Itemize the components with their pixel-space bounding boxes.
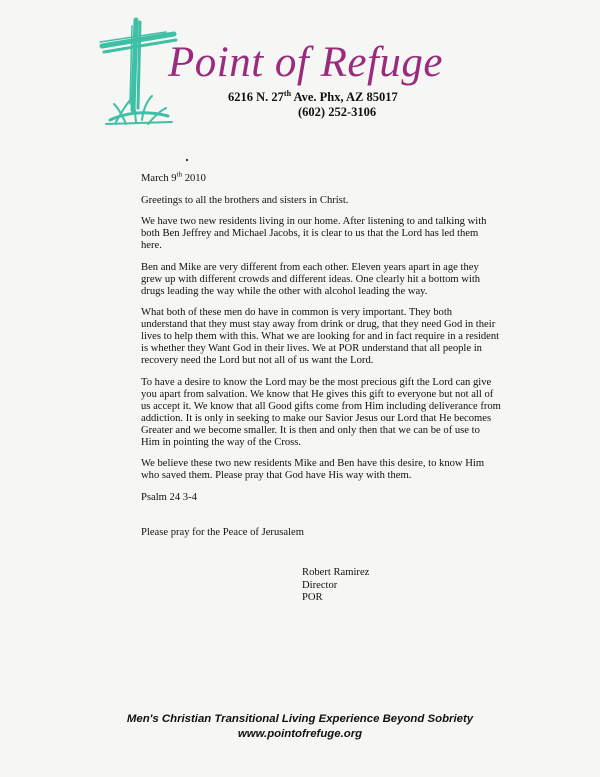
greeting: Greetings to all the brothers and sisters in Christ.	[141, 194, 349, 206]
street-address: 6216 N. 27th Ave. Phx, AZ 85017	[228, 88, 398, 104]
letterhead-address	[228, 90, 398, 120]
footer-website: www.pointofrefuge.org	[237, 728, 363, 740]
signer-title: Director	[302, 579, 338, 591]
letter-body	[141, 170, 501, 548]
paragraph-2: Ben and Mike are very different from each other. Eleven years apart in age they grew up with different crowds and different ideas. One clearly hit a bottom with drugs leading the way while the other with alcohol leading the way.	[141, 261, 481, 297]
phone-number: (602) 252-3106	[298, 105, 377, 119]
closing-line: Please pray for the Peace of Jerusalem	[141, 526, 304, 538]
paragraph-4: To have a desire to know the Lord may be the most precious gift the Lord can give you apart from salvation. We know that He gives this gift to everyone but not all of us accept it. We know that all Good gifts come from Him including deliverance from addiction. It is only in seeking to make our Savior Jesus our Lord that He becomes Greater and we become smaller. It is then and only then that we can be of use to Him in pointing the way of the Cross.	[141, 376, 501, 448]
paper-speck	[186, 159, 188, 161]
paragraph-5: We believe these two new residents Mike and Ben have this desire, to know Him who saved them. Please pray that God have His way with them.	[141, 458, 485, 481]
signer-name: Robert Ramirez	[302, 567, 370, 578]
letter-date: March 9th 2010	[141, 170, 206, 184]
signature-block	[302, 567, 369, 605]
footer	[0, 712, 600, 742]
scripture-reference: Psalm 24 3-4	[141, 491, 197, 503]
organization-name: Point of Refuge	[168, 39, 443, 86]
paragraph-1: We have two new residents living in our home. After listening to and talking with both Ben Jeffrey and Michael Jacobs, it is clear to us that the Lord has led them here.	[141, 216, 487, 251]
signer-org: POR	[302, 592, 323, 603]
paragraph-3: What both of these men do have in common is very important. They both understand that they must stay away from drink or drug, that they need God in their lives to help them with this. What we are looking for and in fact require in a resident is whether they Want God in their lives. We at POR understand that all people in recovery need the Lord but not all of us want the Lord.	[141, 307, 500, 366]
footer-tagline: Men's Christian Transitional Living Experience Beyond Sobriety	[126, 713, 474, 725]
